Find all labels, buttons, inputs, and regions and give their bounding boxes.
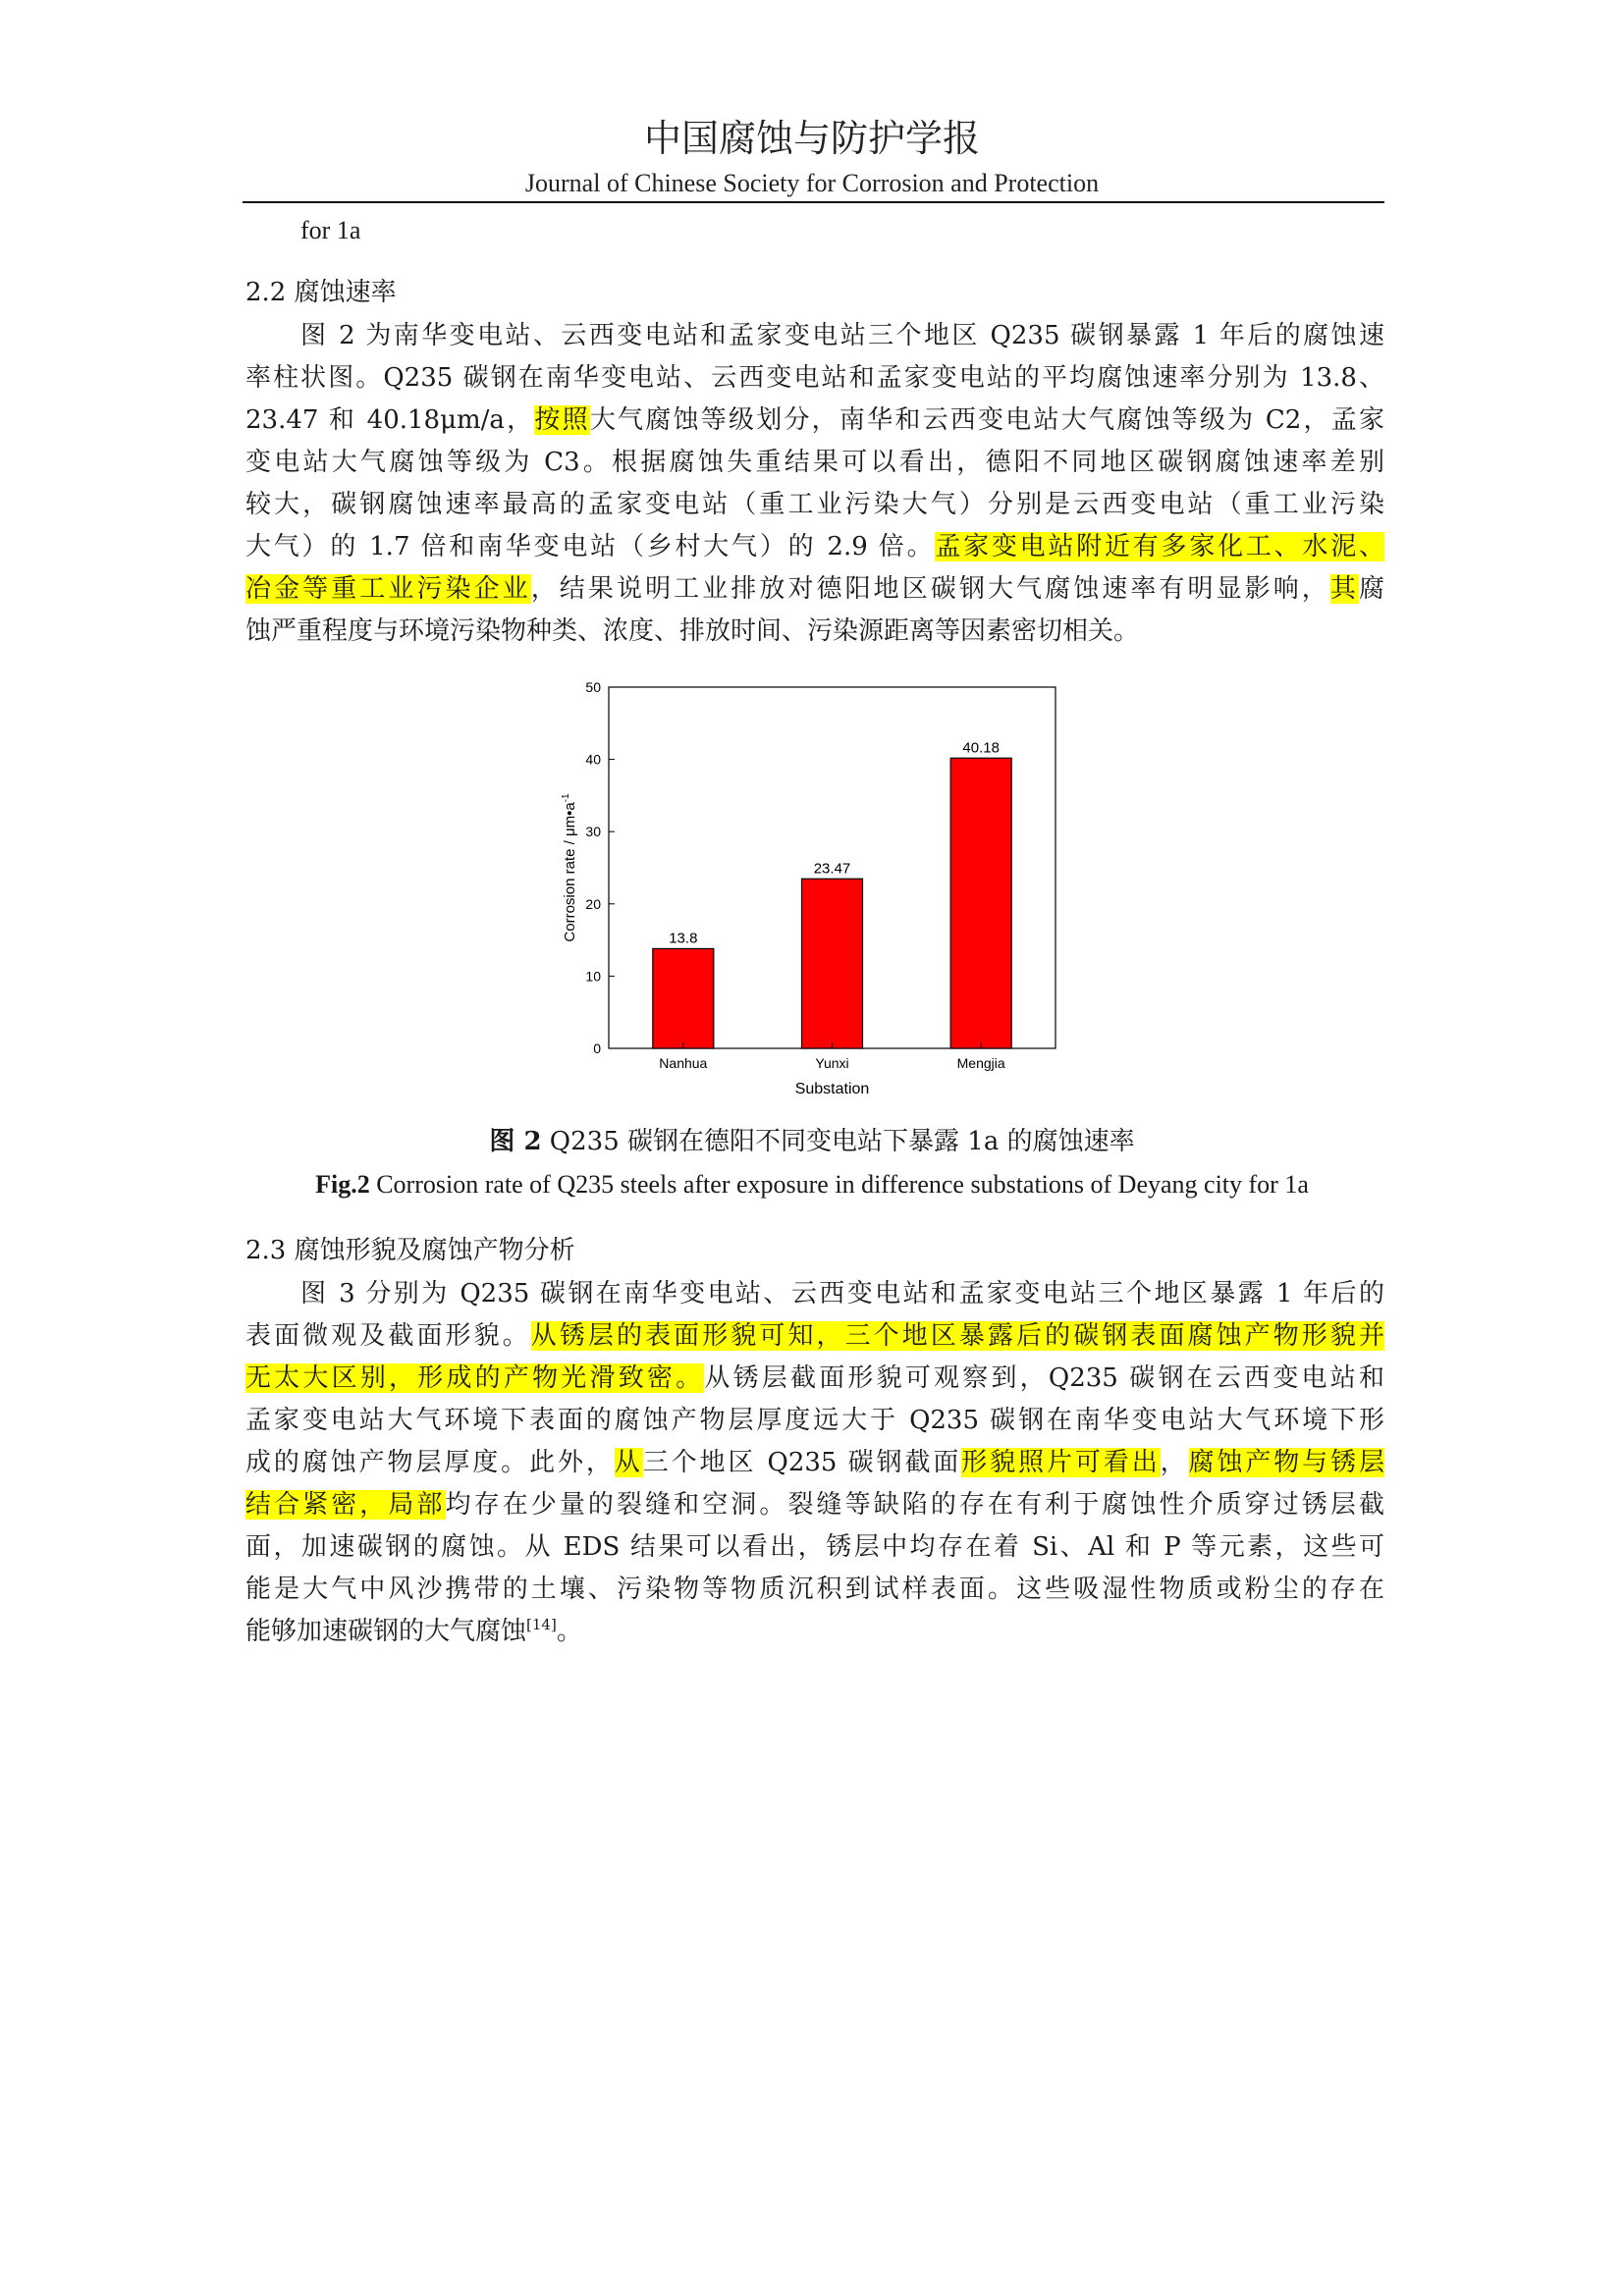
continued-fragment: for 1a <box>300 216 361 244</box>
highlight: 结合紧密，局部 <box>245 1490 446 1520</box>
y-tick-label: 10 <box>585 968 601 985</box>
paragraph-line: 成的腐蚀产物层厚度。此外，从三个地区 Q235 碳钢截面形貌照片可看出，腐蚀产物与锈层 <box>245 1448 1384 1477</box>
header-divider <box>243 201 1384 203</box>
paragraph-line: 图 3 分别为 Q235 碳钢在南华变电站、云西变电站和孟家变电站三个地区暴露 1 年后的 <box>300 1279 1384 1308</box>
bar <box>653 948 714 1048</box>
x-tick-label: Mengjia <box>956 1055 1005 1071</box>
x-tick-label: Yunxi <box>815 1055 849 1071</box>
bar <box>802 879 863 1048</box>
paragraph-line: 能够加速碳钢的大气腐蚀[14]。 <box>245 1616 582 1646</box>
highlight: 无太大区别，形成的产物光滑致密。 <box>245 1363 705 1393</box>
y-tick-label: 50 <box>585 679 601 695</box>
highlight: 孟家变电站附近有多家化工、水泥、 <box>935 532 1384 561</box>
paragraph-line: 能是大气中风沙携带的土壤、污染物等物质沉积到试样表面。这些吸湿性物质或粉尘的存在 <box>245 1575 1384 1604</box>
journal-title-en: Journal of Chinese Society for Corrosion and Protection <box>524 169 1100 197</box>
journal-title-cn: 中国腐蚀与防护学报 <box>643 117 980 160</box>
y-axis-label: Corrosion rate / $\mu m•a^{-1}$ <box>561 793 578 942</box>
paragraph-line: 大气）的 1.7 倍和南华变电站（乡村大气）的 2.9 倍。孟家变电站附近有多家化工、水泥、 <box>245 532 1384 561</box>
figure-caption-en: Fig.2 Corrosion rate of Q235 steels after exposure in difference substations of Deyang city for 1a <box>315 1170 1309 1199</box>
highlight: 其 <box>1329 574 1359 604</box>
y-axis-label-superscript: -1 <box>561 793 571 803</box>
paragraph-line: 率柱状图。Q235 碳钢在南华变电站、云西变电站和孟家变电站的平均腐蚀速率分别为 13.8、 <box>245 363 1384 393</box>
paragraph-line: 面，加速碳钢的腐蚀。从 EDS 结果可以看出，锈层中均存在着 Si、Al 和 P 等元素，这些可 <box>245 1532 1384 1562</box>
highlight: 按照 <box>534 405 590 435</box>
bar-value-label: 23.47 <box>813 860 851 878</box>
highlight: 形貌照片可看出 <box>961 1448 1161 1477</box>
paragraph-line: 较大，碳钢腐蚀速率最高的孟家变电站（重工业污染大气）分别是云西变电站（重工业污染 <box>245 490 1384 519</box>
paragraph-line: 变电站大气腐蚀等级为 C3。根据腐蚀失重结果可以看出，德阳不同地区碳钢腐蚀速率差别 <box>245 448 1384 477</box>
section-heading-2-3: 2.3 腐蚀形貌及腐蚀产物分析 <box>245 1236 575 1265</box>
section-heading-2-2: 2.2 腐蚀速率 <box>245 278 397 307</box>
paragraph-line: 图 2 为南华变电站、云西变电站和孟家变电站三个地区 Q235 碳钢暴露 1 年后的腐蚀速 <box>300 321 1384 350</box>
highlight: 从锈层的表面形貌可知，三个地区暴露后的碳钢表面腐蚀产物形貌并 <box>530 1321 1384 1351</box>
bar-value-label: 13.8 <box>669 930 698 947</box>
x-tick-label: Nanhua <box>659 1055 708 1071</box>
figure-caption-cn: 图 2 Q235 碳钢在德阳不同变电站下暴露 1a 的腐蚀速率 <box>489 1127 1135 1156</box>
paragraph-line: 孟家变电站大气环境下表面的腐蚀产物层厚度远大于 Q235 碳钢在南华变电站大气环境下形 <box>245 1406 1384 1435</box>
paragraph-line: 23.47 和 40.18μm/a，按照大气腐蚀等级划分，南华和云西变电站大气腐蚀等级为 C2，孟家 <box>245 405 1384 435</box>
paragraph-line: 蚀严重程度与环境污染物种类、浓度、排放时间、污染源距离等因素密切相关。 <box>245 616 1140 646</box>
highlight: 从 <box>614 1448 643 1477</box>
paragraph-line: 表面微观及截面形貌。从锈层的表面形貌可知，三个地区暴露后的碳钢表面腐蚀产物形貌并 <box>245 1321 1384 1351</box>
citation: [14] <box>526 1616 557 1633</box>
paragraph-line: 冶金等重工业污染企业，结果说明工业排放对德阳地区碳钢大气腐蚀速率有明显影响，其腐 <box>245 574 1384 604</box>
paragraph-line: 无太大区别，形成的产物光滑致密。从锈层截面形貌可观察到，Q235 碳钢在云西变电站和 <box>245 1363 1384 1393</box>
x-axis-label: Substation <box>794 1081 870 1097</box>
y-tick-label: 30 <box>585 824 601 840</box>
paragraph-line: 结合紧密，局部均存在少量的裂缝和空洞。裂缝等缺陷的存在有利于腐蚀性介质穿过锈层截 <box>245 1490 1384 1520</box>
bar-value-label: 40.18 <box>962 739 1000 757</box>
highlight: 冶金等重工业污染企业 <box>245 574 531 604</box>
highlight: 腐蚀产物与锈层 <box>1188 1448 1384 1477</box>
corrosion-rate-bar-chart <box>550 677 1080 1109</box>
y-tick-label: 0 <box>593 1041 601 1056</box>
y-tick-label: 20 <box>585 895 601 912</box>
bar <box>950 758 1011 1048</box>
y-tick-label: 40 <box>585 751 601 768</box>
